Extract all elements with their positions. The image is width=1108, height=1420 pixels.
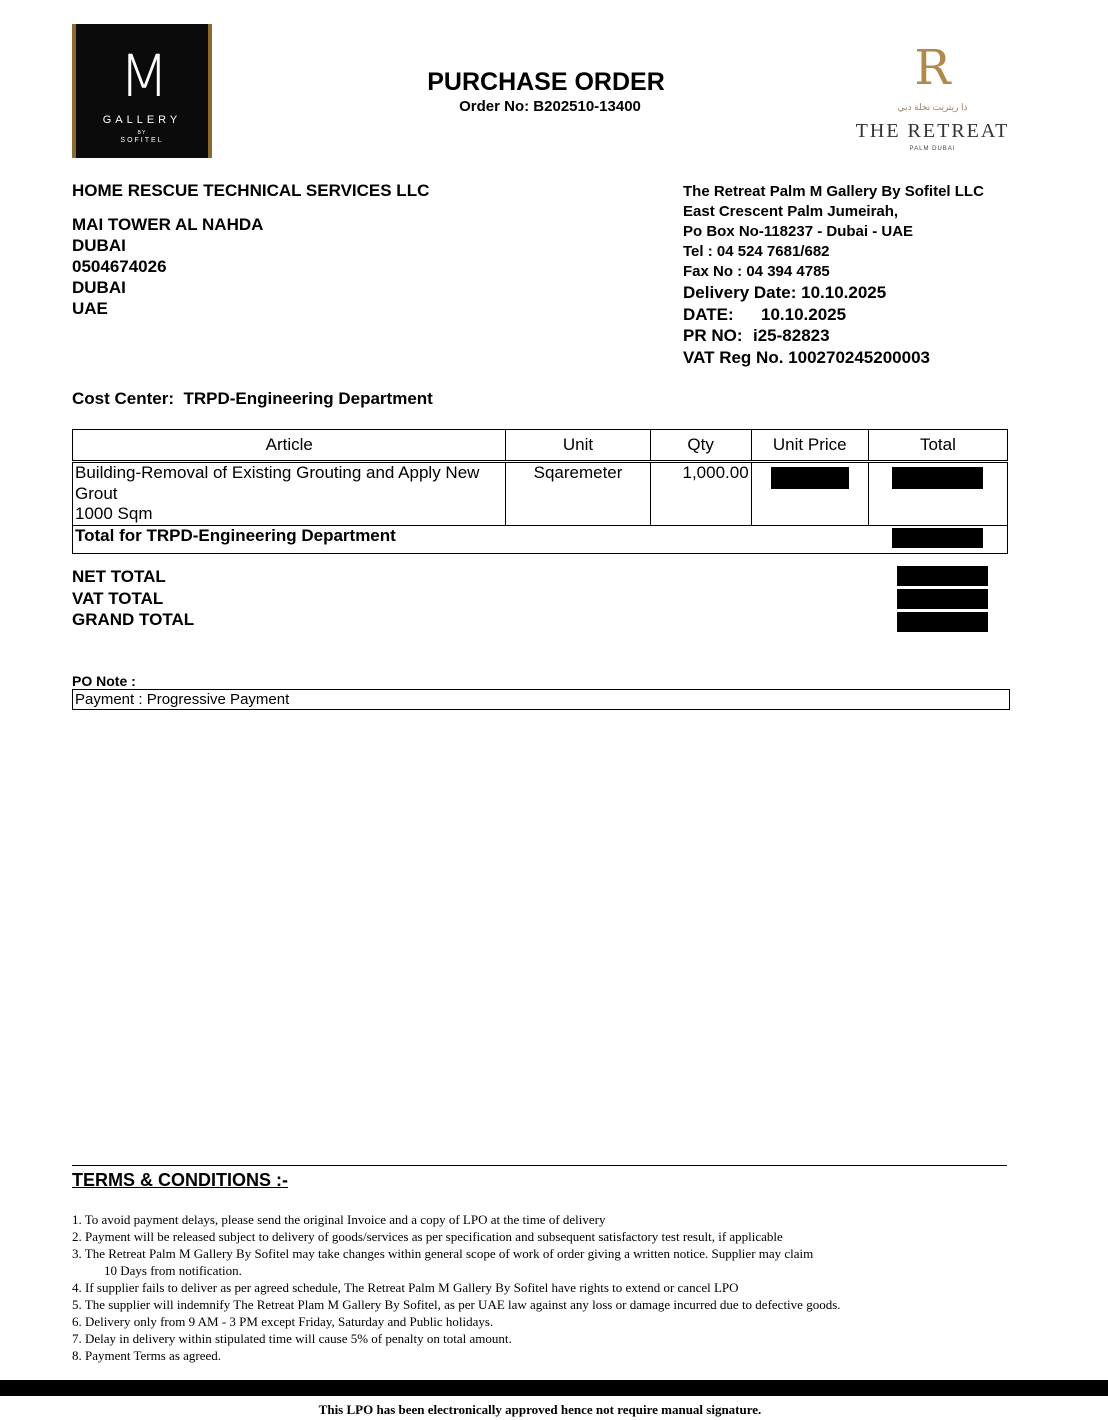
net-total-redaction: [897, 566, 988, 586]
vat-reg-value: 100270245200003: [788, 347, 930, 367]
delivery-date-value: 10.10.2025: [801, 283, 887, 302]
redaction-box: [771, 467, 849, 489]
term-item-continuation: 10 Days from notification.: [104, 1263, 242, 1278]
supplier-line: DUBAI: [72, 278, 126, 297]
vat-total-label: VAT TOTAL: [72, 588, 164, 608]
unit-cell: Sqaremeter: [506, 462, 650, 526]
retreat-name: THE RETREAT: [855, 120, 1010, 142]
supplier-line: UAE: [72, 299, 108, 318]
supplier-line: 0504674026: [72, 257, 167, 276]
vat-reg-label: VAT Reg No.: [683, 347, 784, 367]
cost-center-value: TRPD-Engineering Department: [183, 389, 433, 408]
unit-price-cell: [751, 462, 868, 526]
order-number-value: B202510-13400: [533, 98, 641, 115]
department-total-label: Total for TRPD-Engineering Department: [73, 525, 869, 553]
logo-letter: M: [118, 42, 166, 110]
article-line: Grout: [75, 483, 118, 503]
retreat-arabic-text: ذا ريتريت نخلة دبي: [897, 102, 968, 112]
redaction-box: [892, 528, 983, 548]
logo-by-text: BY: [137, 130, 147, 136]
order-number: [0, 98, 1100, 115]
delivery-date-label: Delivery Date:: [683, 283, 797, 302]
col-header-qty: Qty: [650, 430, 751, 462]
po-note-box: Payment : Progressive Payment: [72, 689, 1010, 710]
term-item: 7. Delay in delivery within stipulated time will cause 5% of penalty on total amount.: [72, 1331, 512, 1346]
retreat-subtitle: PALM DUBAI: [909, 146, 956, 152]
grand-total-redaction: [897, 612, 988, 632]
items-table: [72, 429, 1008, 554]
article-line: 1000 Sqm: [75, 504, 153, 523]
supplier-name: HOME RESCUE TECHNICAL SERVICES LLC: [72, 181, 430, 200]
supplier-line: MAI TOWER AL NAHDA: [72, 215, 264, 234]
cost-center-label: Cost Center:: [72, 389, 175, 408]
vat-reg: [683, 347, 984, 369]
pr-number-value: i25-82823: [753, 326, 830, 345]
term-item: 4. If supplier fails to deliver as per agreed schedule, The Retreat Palm M Gallery By Sofitel have rights to extend or cancel LPO: [72, 1280, 739, 1295]
page-title: PURCHASE ORDER: [427, 68, 665, 96]
term-item: 8. Payment Terms as agreed.: [72, 1348, 222, 1363]
logo-sofitel-text: SOFITEL: [120, 137, 164, 144]
buyer-fax: Fax No : 04 394 4785: [683, 263, 830, 280]
buyer-address-2: Po Box No-118237 - Dubai - UAE: [683, 223, 914, 240]
totals-block: [72, 566, 194, 631]
department-total-value: [868, 525, 1007, 553]
total-cell: [868, 462, 1007, 526]
footer-bar: [0, 1380, 1108, 1396]
term-item: 2. Payment will be released subject to delivery of goods/services as per specification and subsequent satisfactory test result, if applicable: [72, 1229, 783, 1244]
term-item: 6. Delivery only from 9 AM - 3 PM except Friday, Saturday and Public holidays.: [72, 1314, 494, 1329]
table-header-row: [73, 430, 1008, 462]
table-row: [73, 462, 1008, 526]
col-header-unit-price: Unit Price: [751, 430, 868, 462]
terms-list: [72, 1211, 972, 1364]
supplier-line: DUBAI: [72, 236, 126, 255]
terms-heading: TERMS & CONDITIONS :-: [72, 1170, 288, 1190]
redaction-box: [892, 467, 983, 489]
terms-divider: [72, 1165, 1007, 1166]
department-total-row: [73, 525, 1008, 553]
buyer-name: The Retreat Palm M Gallery By Sofitel LLC: [683, 183, 984, 200]
grand-total-label: GRAND TOTAL: [72, 610, 195, 629]
pr-number: [683, 325, 984, 347]
order-date-value: 10.10.2025: [761, 304, 847, 324]
col-header-unit: Unit: [506, 430, 650, 462]
qty-cell: 1,000.00: [650, 462, 751, 526]
supplier-block: [72, 180, 429, 319]
delivery-date: [683, 282, 984, 304]
term-item: 1. To avoid payment delays, please send the original Invoice and a copy of LPO at the time of delivery: [72, 1212, 606, 1227]
col-header-article: Article: [73, 430, 506, 462]
footer-note: This LPO has been electronically approved hence not require manual signature.: [318, 1402, 762, 1417]
buyer-address-1: East Crescent Palm Jumeirah,: [683, 203, 899, 220]
net-total-label: NET TOTAL: [72, 567, 166, 586]
term-item: 3. The Retreat Palm M Gallery By Sofitel may take changes within general scope of work of order giving a written notice. Supplier may claim: [72, 1246, 814, 1261]
retreat-mark: R: [914, 40, 951, 96]
article-cell: [73, 462, 506, 526]
cost-center: [72, 389, 433, 409]
buyer-tel: Tel : 04 524 7681/682: [683, 243, 830, 260]
order-number-label: Order No:: [459, 98, 530, 115]
po-note-label: PO Note :: [72, 673, 136, 689]
article-line: Building-Removal of Existing Grouting and Apply New: [75, 463, 480, 482]
logo-gallery-text: GALLERY: [102, 114, 182, 126]
pr-number-label: PR NO:: [683, 326, 743, 345]
col-header-total: Total: [868, 430, 1007, 462]
order-date-label: DATE:: [683, 304, 734, 324]
vat-total-redaction: [897, 589, 988, 609]
order-date: [683, 304, 984, 326]
buyer-block: [683, 182, 984, 368]
term-item: 5. The supplier will indemnify The Retreat Plam M Gallery By Sofitel, as per UAE law against any loss or damage incurred due to defective goods.: [72, 1297, 841, 1312]
